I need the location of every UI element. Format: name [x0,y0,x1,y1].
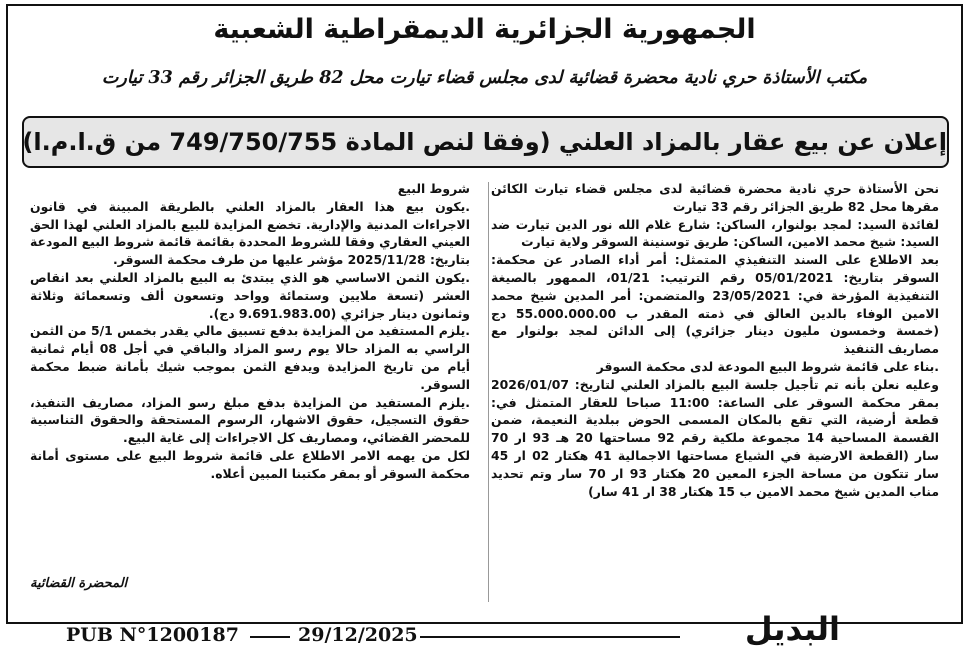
newspaper-name: البديل [744,610,840,648]
condition-3: .يلزم المستفيد من المزايدة بدفع تسبيق مالي يقدر بخمس 5/1 من الثمن الراسي به المزاد حالا يوم رسو المزاد والباقي في أجل 08 أيام ثمانية أيام من تاريخ المزايدة ويدفع الثمن بموجب شيك بأمانة ضبط محكمة السوقر. [30,323,470,392]
pub-number: PUB N°1200187 [66,624,239,646]
bailiff-intro: نحن الأستاذة حري نادية محضرة قضائية لدى مجلس قضاء تيارت الكائن مقرها محل 82 طريق الجزائر رقم 33 تيارت [491,181,939,214]
conditions-heading: شروط البيع [397,181,470,196]
enforcement-title: بعد الاطلاع على السند التنفيذي المتمثل: أمر أداء الصادر عن محكمة: السوقر بتاريخ: 05/01/2021 رقم الترتيب: 01/21، الممهور بالصيغة التنفيذية المؤرخة في: 23/05/2021 والمتضمن: أمر المدين شيخ محمد الامين الوفاء بالدين العالق في ذمته المقدر ب 55.000.000.00 دج (خمسة وخمسون مليون دينار جزائري) إلى الدائن لمجد بولنوار مع مصاريف التنفيذ [491,252,939,357]
right-column [491,180,939,500]
sale-conditions-ref: .بناء على قائمة شروط البيع المودعة لدى محكمة السوقر [596,358,939,374]
condition-1: .يكون بيع هذا العقار بالمزاد العلني بالطريقة المبينة في قانون الاجراءات المدنية والإدارية. تخضع المزايدة للبيع بالمزاد العلني لهذا الحق العيني العقاري وفقا للشروط المحددة بقائمة قائمة شروط البيع المودعة بتاريخ: 2025/11/28 مؤشر عليها من طرف محكمة السوقر. [30,198,470,268]
footer-dash-right [420,636,680,638]
footer-dash-left [250,636,290,638]
sale-session-details: وعليه نعلن بأنه تم تأجيل جلسة البيع بالمزاد العلني لتاريخ: 2026/01/07 بمقر محكمة السوقر على الساعة: 11:00 صباحا للعقار المتمثل في: قطعة أرضية، التي تقع بالمكان المسمى الحوض ببلدية النعيمة، ضمن القسمة المساحية 14 مجموعة ملكية رقم 92 مساحتها 20 هـ 93 ار 70 سار (القطعة الارضية في الشياع مساحتها الاجمالية 41 هكتار 02 ار 45 سار تتكون من مساحة الجزء المعين 20 هكتار 93 ار 70 سار وتم تحديد مناب المدين شيخ محمد الامين ب 15 هكتار 38 ار 41 سار) [491,376,939,499]
column-divider [488,182,489,602]
signature: المحضرة القضائية [30,576,128,591]
left-column [30,180,470,483]
republic-title: الجمهورية الجزائرية الديمقراطية الشعبية [213,14,756,45]
ad-frame [6,4,963,624]
condition-4: .يلزم المستفيد من المزايدة بدفع مبلغ رسو المزاد، مصاريف التنفيذ، حقوق التسجيل، حقوق الاشهار، الرسوم المستحقة والحقوق التناسبية للمحضر القضائي، ومصاريف كل الاجراءات إلى غاية البيع. [30,394,470,446]
closing-note: لكل من يهمه الامر الاطلاع على قائمة شروط البيع على مستوى أمانة محكمة السوقر أو بمقر مكتبنا المبين أعلاه. [30,447,470,481]
parties: لفائدة السيد: لمجد بولنوار، الساكن: شارع غلام الله نور الدين تيارت ضد السيد: شيخ محمد الامين، الساكن: طريق توسنينة السوقر ولاية تيارت [491,216,939,250]
announcement-banner: إعلان عن بيع عقار بالمزاد العلني (وفقا لنص المادة 749/750/755 من ق.ا.م.ا) [22,116,949,168]
office-address: مكتب الأستاذة حري نادية محضرة قضائية لدى مجلس قضاء تيارت محل 82 طريق الجزائر رقم 33 تيارت [101,68,868,88]
condition-2: .يكون الثمن الاساسي هو الذي يبتدئ به البيع بالمزاد العلني بعد انقاص العشر (تسعة ملايين وستمائة وواحد وتسعون ألف وتسعمائة وثلاثة وثمانون دينار جزائري (9.691.983.00 دج). [30,269,470,321]
publication-date: 29/12/2025 [298,624,418,646]
